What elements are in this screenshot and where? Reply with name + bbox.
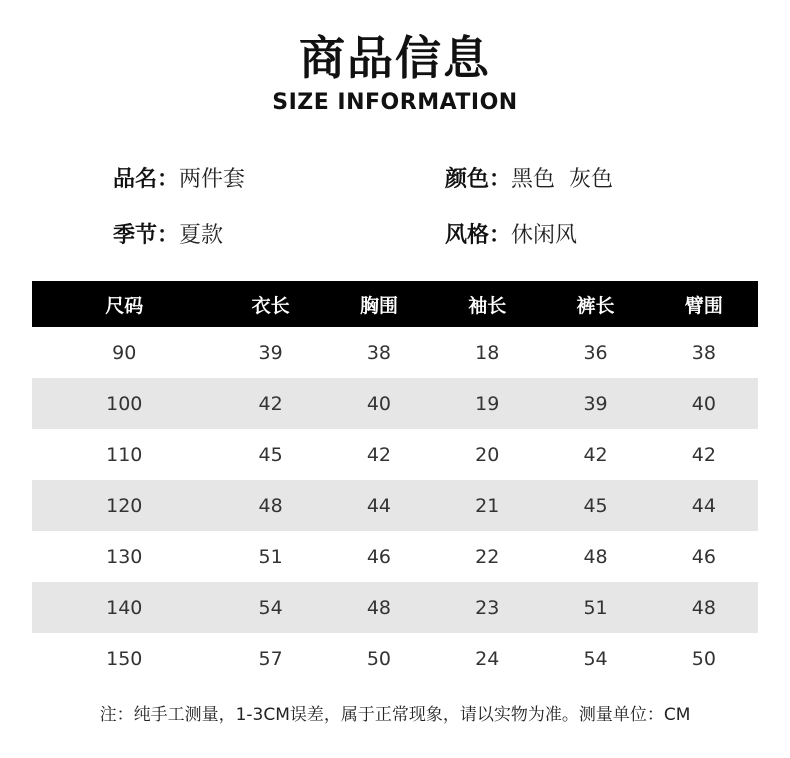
table-cell: 23	[433, 582, 541, 633]
table-cell: 46	[691, 545, 716, 568]
table-cell: 48	[325, 582, 433, 633]
header-size: 尺码	[32, 281, 217, 327]
table-cell: 38	[691, 341, 716, 364]
info-value: 休闲风	[511, 223, 578, 248]
table-cell: 51	[541, 582, 649, 633]
table-cell: 150	[106, 647, 143, 670]
info-label: 季节：	[113, 223, 180, 248]
table-cell: 44	[650, 480, 758, 531]
info-style	[445, 218, 577, 249]
table-cell: 44	[325, 480, 433, 531]
table-cell: 39	[541, 378, 649, 429]
info-value: 两件套	[179, 167, 246, 192]
table-cell: 40	[325, 378, 433, 429]
table-cell: 120	[32, 480, 217, 531]
table-cell: 38	[366, 341, 392, 364]
table-cell: 54	[583, 647, 608, 670]
table-cell: 40	[650, 378, 758, 429]
info-product-name	[113, 162, 245, 193]
size-table	[32, 281, 758, 684]
table-cell: 19	[433, 378, 541, 429]
info-label: 颜色：	[445, 167, 512, 192]
header-pants-length: 裤长	[541, 281, 649, 327]
table-cell: 100	[32, 378, 217, 429]
info-value: 黑色 灰色	[511, 167, 614, 192]
table-row	[32, 480, 758, 531]
table-cell: 39	[258, 341, 283, 364]
table-cell: 45	[541, 480, 649, 531]
table-cell: 42	[366, 443, 392, 466]
table-row	[32, 327, 758, 378]
table-cell: 20	[475, 443, 500, 466]
table-cell: 90	[112, 341, 137, 364]
table-row	[32, 531, 758, 582]
header-top-length: 衣长	[217, 281, 325, 327]
table-cell: 24	[475, 647, 500, 670]
table-cell: 21	[433, 480, 541, 531]
page-title: 商品信息	[299, 31, 491, 85]
info-value: 夏款	[179, 223, 224, 248]
table-cell: 48	[650, 582, 758, 633]
page-subtitle: SIZE INFORMATION	[272, 90, 518, 115]
table-cell: 50	[691, 647, 716, 670]
measurement-note: 注：纯手工测量，1-3CM误差，属于正常现象，请以实物为准。测量单位：CM	[99, 705, 691, 725]
table-cell: 130	[106, 545, 143, 568]
header-sleeve: 袖长	[433, 281, 541, 327]
table-cell: 22	[475, 545, 500, 568]
info-season	[113, 218, 223, 249]
table-cell: 51	[258, 545, 283, 568]
table-cell: 54	[217, 582, 325, 633]
table-row	[32, 633, 758, 684]
header-arm: 臂围	[650, 281, 758, 327]
table-cell: 42	[691, 443, 716, 466]
table-cell: 45	[258, 443, 283, 466]
table-cell: 42	[583, 443, 608, 466]
header-chest: 胸围	[325, 281, 433, 327]
table-cell: 110	[106, 443, 143, 466]
info-label: 品名：	[113, 167, 180, 192]
table-row	[32, 582, 758, 633]
table-cell: 18	[475, 341, 500, 364]
table-cell: 48	[217, 480, 325, 531]
info-label: 风格：	[445, 223, 512, 248]
table-cell: 42	[217, 378, 325, 429]
table-cell: 36	[583, 341, 608, 364]
table-row	[32, 429, 758, 480]
table-cell: 57	[258, 647, 283, 670]
table-cell: 140	[32, 582, 217, 633]
table-header-row	[32, 281, 758, 327]
table-row	[32, 378, 758, 429]
table-cell: 50	[366, 647, 392, 670]
info-color	[445, 162, 613, 193]
table-cell: 48	[583, 545, 608, 568]
table-cell: 46	[366, 545, 392, 568]
